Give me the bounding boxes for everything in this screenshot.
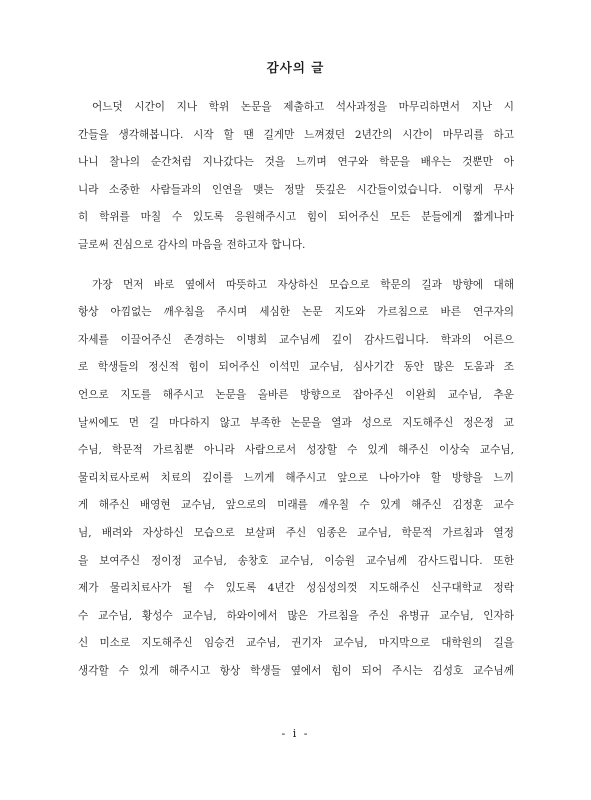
body-text — [78, 94, 514, 685]
text-line: 간들을 생각해봅니다. 시작 할 땐 길게만 느껴졌던 2년간의 시간이 마무리를 하고 — [78, 128, 514, 141]
text-line: 수님, 학문적 가르침뿐 아니라 사람으로서 성장할 수 있게 해주신 이상숙 교수님, — [78, 444, 514, 457]
text-line: 자세를 이끌어주신 존경하는 이병희 교수님께 깊이 감사드립니다. 학과의 어른으 — [78, 333, 514, 346]
text-line: 어느덧 시간이 지나 학위 논문을 제출하고 석사과정을 마무리하면서 지난 시 — [92, 101, 514, 113]
paragraph-2 — [78, 272, 514, 686]
text-line: 게 해주신 배영현 교수님, 앞으로의 미래를 깨우칠 수 있게 해주신 김정훈 교수 — [78, 499, 514, 512]
text-line: 니라 소중한 사람들과의 인연을 맺는 정말 뜻깊은 시간들이었습니다. 이렇게 무사 — [78, 183, 514, 196]
text-line: 신 미소로 지도해주신 임승건 교수님, 권기자 교수님, 마지막으로 대학원의 길을 — [78, 637, 514, 650]
text-line: 을 보여주신 정이정 교수님, 송창호 교수님, 이승원 교수님께 감사드립니다. 또한 — [78, 554, 514, 567]
text-line: 가장 먼저 바로 옆에서 따뜻하고 자상하신 모습으로 학문의 길과 방향에 대해 — [92, 278, 514, 291]
text-line: 님, 배려와 자상하신 모습으로 보살펴 주신 임종은 교수님, 학문적 가르침과 열정 — [78, 526, 514, 539]
text-line: 히 학위를 마칠 수 있도록 응원해주시고 힘이 되어주신 모든 분들에게 짧게나마 — [78, 211, 514, 224]
text-line: 나니 찰나의 순간처럼 지나갔다는 것을 느끼며 연구와 학문을 배우는 것뿐만 아 — [78, 156, 514, 169]
text-line: 언으로 지도를 해주시고 논문을 올바른 방향으로 잡아주신 이완희 교수님, 추운 — [78, 388, 514, 401]
text-line: 날씨에도 먼 길 마다하지 않고 부족한 논문을 열과 성으로 지도해주신 정은정 교 — [78, 416, 514, 429]
paragraph-1 — [78, 94, 514, 260]
text-line: 글로써 진심으로 감사의 마음을 전하고자 합니다. — [78, 238, 306, 251]
text-line: 로 학생들의 정신적 힘이 되어주신 이석민 교수님, 심사기간 동안 많은 도움과 조 — [78, 361, 514, 374]
text-line: 물리치료사로써 치료의 깊이를 느끼게 해주시고 앞으로 나아가야 할 방향을 느끼 — [78, 471, 514, 484]
page-number: - i - — [281, 727, 310, 740]
text-line: 항상 아낌없는 깨우침을 주시며 세심한 논문 지도와 가르침으로 바른 연구자의 — [78, 306, 514, 319]
page-title: 감사의 글 — [266, 60, 325, 75]
paragraph-gap — [78, 260, 514, 272]
text-line: 수 교수님, 황성수 교수님, 하와이에서 많은 가르침을 주신 유병규 교수님, 인자하 — [78, 609, 514, 622]
text-line: 생각할 수 있게 해주시고 항상 학생들 옆에서 힘이 되어 주시는 김성호 교수님께 — [78, 664, 514, 677]
text-line: 제가 물리치료사가 될 수 있도록 4년간 성심성의껏 지도해주신 신구대학교 정락 — [78, 582, 514, 595]
